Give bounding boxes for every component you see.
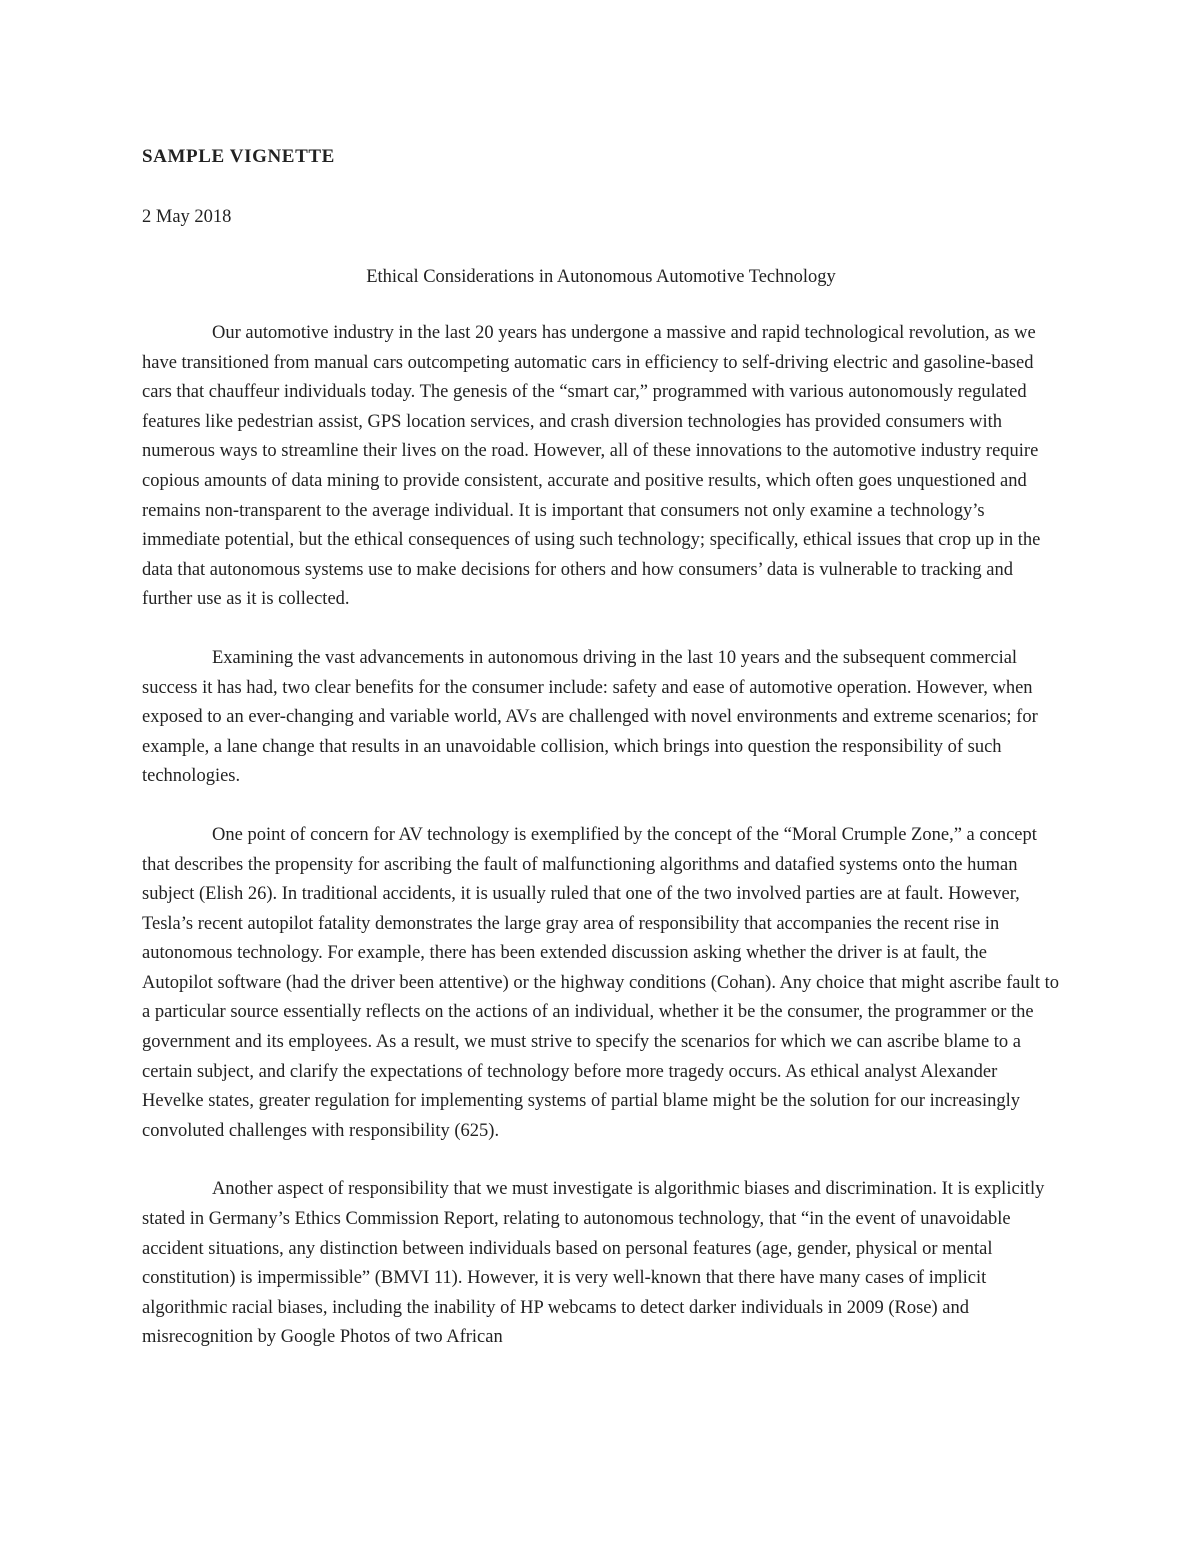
paragraph-4: Another aspect of responsibility that we must investigate is algorithmic biases and discrimination. It is explicitly stated in Germany’s Ethics Commission Report, relating to autonomous technology, that “in the event of unavoidable accident situations, any distinction between individuals based on personal features (age, gender, physical or mental constitution) is impermissible” (BMVI 11). However, it is very well-known that there have many cases of implicit algorithmic racial biases, including the inability of HP webcams to detect darker individuals in 2009 (Rose) and misrecognition by Google Photos of two African: [142, 1179, 1045, 1348]
paragraph-1: Our automotive industry in the last 20 years has undergone a massive and rapid technological revolution, as we have transitioned from manual cars outcompeting automatic cars in efficiency to self-driving electric and gasoline-based cars that chauffeur individuals today. The genesis of the “smart car,” programmed with various autonomously regulated features like pedestrian assist, GPS location services, and crash diversion technologies has provided consumers with numerous ways to streamline their lives on the road. However, all of these innovations to the automotive industry require copious amounts of data mining to provide consistent, accurate and positive results, which often goes unquestioned and remains non-transparent to the average individual. It is important that consumers not only examine a technology’s immediate potential, but the ethical consequences of using such technology; specifically, ethical issues that crop up in the data that autonomous systems use to make decisions for others and how consumers’ data is vulnerable to tracking and further use as it is collected.: [142, 323, 1041, 610]
document-title: Ethical Considerations in Autonomous Automotive Technology: [366, 267, 836, 287]
document-heading: SAMPLE VIGNETTE: [142, 146, 335, 167]
document-page: [142, 142, 1060, 1353]
paragraph-2: Examining the vast advancements in autonomous driving in the last 10 years and the subsequent commercial success it has had, two clear benefits for the consumer include: safety and ease of automotive operation. However, when exposed to an ever-changing and variable world, AVs are challenged with novel environments and extreme scenarios; for example, a lane change that results in an unavoidable collision, which brings into question the responsibility of such technologies.: [142, 647, 1038, 787]
paragraph-3: One point of concern for AV technology is exemplified by the concept of the “Moral Crumple Zone,” a concept that describes the propensity for ascribing the fault of malfunctioning algorithms and datafied systems onto the human subject (Elish 26). In traditional accidents, it is usually ruled that one of the two involved parties are at fault. However, Tesla’s recent autopilot fatality demonstrates the large gray area of responsibility that accompanies the recent rise in autonomous technology. For example, there has been extended discussion asking whether the driver is at fault, the Autopilot software (had the driver been attentive) or the highway conditions (Cohan). Any choice that might ascribe fault to a particular source essentially reflects on the actions of an individual, whether it be the consumer, the programmer or the government and its employees. As a result, we must strive to specify the scenarios for which we can ascribe blame to a certain subject, and clarify the expectations of technology before more tragedy occurs. As ethical analyst Alexander Hevelke states, greater regulation for implementing systems of partial blame might be the solution for our increasingly convoluted challenges with responsibility (625).: [142, 824, 1060, 1141]
document-date: 2 May 2018: [142, 207, 232, 227]
